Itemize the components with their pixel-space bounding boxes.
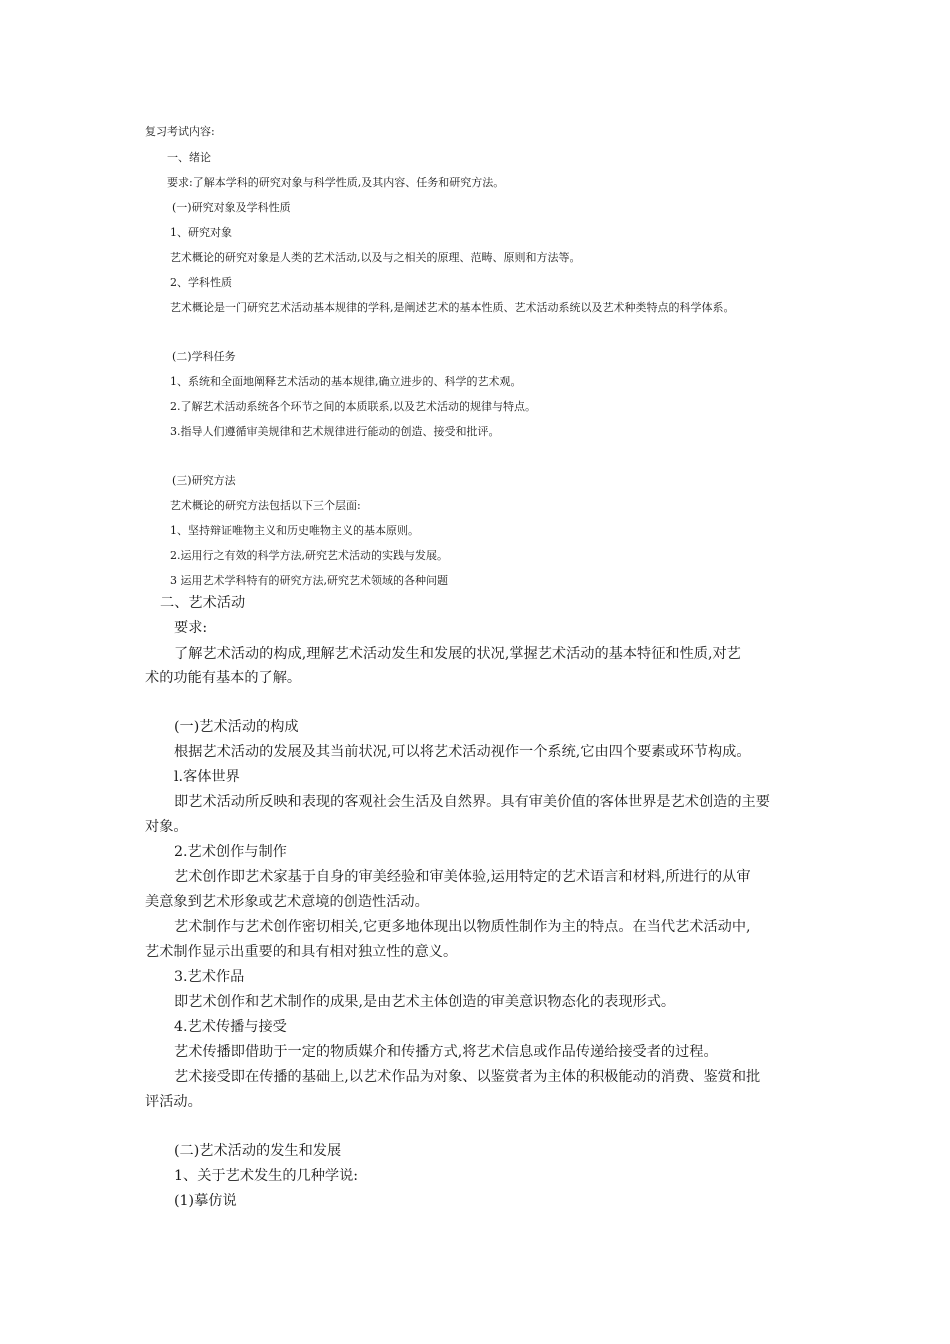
section-3-intro: 艺术概论的研究方法包括以下三个层面: xyxy=(170,499,361,512)
c2-section-1-title: (一)艺术活动的构成 xyxy=(174,719,299,735)
c2-item-3-title: 3.艺术作品 xyxy=(174,969,245,985)
chapter-1-title: 一、绪论 xyxy=(167,151,211,164)
section-1-title: (一)研究对象及学科性质 xyxy=(172,201,291,214)
c2-item-4-para-2-line-1: 艺术接受即在传播的基础上,以艺术作品为对象、以鉴赏者为主体的积极能动的消费、鉴赏和批 xyxy=(174,1069,761,1085)
section-2-title: (二)学科任务 xyxy=(172,350,236,363)
section-1-item-2-text: 艺术概论是一门研究艺术活动基本规律的学科,是阐述艺术的基本性质、艺术活动系统以及艺术种类特点的科学体系。 xyxy=(170,301,735,314)
c2-item-4-para-1: 艺术传播即借助于一定的物质媒介和传播方式,将艺术信息或作品传递给接受者的过程。 xyxy=(174,1044,718,1060)
section-2-item-1: 1、系统和全面地阐释艺术活动的基本规律,确立进步的、科学的艺术观。 xyxy=(170,375,522,388)
c2-section-2-item-1-sub-1: (1)摹仿说 xyxy=(174,1193,237,1209)
section-2-item-2: 2.了解艺术活动系统各个环节之间的本质联系,以及艺术活动的规律与特点。 xyxy=(170,400,536,413)
section-3-title: (三)研究方法 xyxy=(172,474,236,487)
c2-item-2-para-2-line-1: 艺术制作与艺术创作密切相关,它更多地体现出以物质性制作为主的特点。在当代艺术活动中, xyxy=(174,919,751,935)
chapter-2-requirement-label: 要求: xyxy=(174,620,208,636)
c2-section-2-title: (二)艺术活动的发生和发展 xyxy=(174,1143,342,1159)
section-3-item-1: 1、坚持辩证唯物主义和历史唯物主义的基本原则。 xyxy=(170,524,419,537)
chapter-2-title: 二、艺术活动 xyxy=(160,595,246,611)
c2-item-1-line-1: 即艺术活动所反映和表现的客观社会生活及自然界。具有审美价值的客体世界是艺术创造的主要 xyxy=(174,794,770,810)
c2-item-1-line-2: 对象。 xyxy=(145,819,188,835)
section-3-item-2: 2.运用行之有效的科学方法,研究艺术活动的实践与发展。 xyxy=(170,549,448,562)
c2-item-3-text: 即艺术创作和艺术制作的成果,是由艺术主体创造的审美意识物态化的表现形式。 xyxy=(174,994,676,1010)
section-1-item-1-title: 1、研究对象 xyxy=(170,226,232,239)
section-1-item-2-title: 2、学科性质 xyxy=(170,276,232,289)
chapter-2-requirement-line-1: 了解艺术活动的构成,理解艺术活动发生和发展的状况,掌握艺术活动的基本特征和性质,对艺 xyxy=(174,646,741,662)
section-3-item-3: 3 运用艺术学科特有的研究方法,研究艺术领域的各种问题 xyxy=(170,574,448,587)
c2-section-1-intro: 根据艺术活动的发展及其当前状况,可以将艺术活动视作一个系统,它由四个要素或环节构成。 xyxy=(174,744,751,760)
intro-line: 复习考试内容: xyxy=(145,125,215,138)
c2-item-2-para-2-line-2: 艺术制作显示出重要的和具有相对独立性的意义。 xyxy=(145,944,458,960)
chapter-2-requirement-line-2: 术的功能有基本的了解。 xyxy=(145,670,302,686)
c2-section-2-item-1: 1、关于艺术发生的几种学说: xyxy=(174,1168,359,1184)
c2-item-2-title: 2.艺术创作与制作 xyxy=(174,844,287,860)
c2-item-1-title: l.客体世界 xyxy=(174,769,240,785)
c2-item-4-para-2-line-2: 评活动。 xyxy=(145,1094,202,1110)
c2-item-2-para-1-line-2: 美意象到艺术形象或艺术意境的创造性活动。 xyxy=(145,894,429,910)
section-2-item-3: 3.指导人们遵循审美规律和艺术规律进行能动的创造、接受和批评。 xyxy=(170,425,500,438)
c2-item-2-para-1-line-1: 艺术创作即艺术家基于自身的审美经验和审美体验,运用特定的艺术语言和材料,所进行的从审 xyxy=(174,869,751,885)
section-1-item-1-text: 艺术概论的研究对象是人类的艺术活动,以及与之相关的原理、范畴、原则和方法等。 xyxy=(170,251,581,264)
c2-item-4-title: 4.艺术传播与接受 xyxy=(174,1019,287,1035)
chapter-1-requirement: 要求:了解本学科的研究对象与科学性质,及其内容、任务和研究方法。 xyxy=(167,176,505,189)
